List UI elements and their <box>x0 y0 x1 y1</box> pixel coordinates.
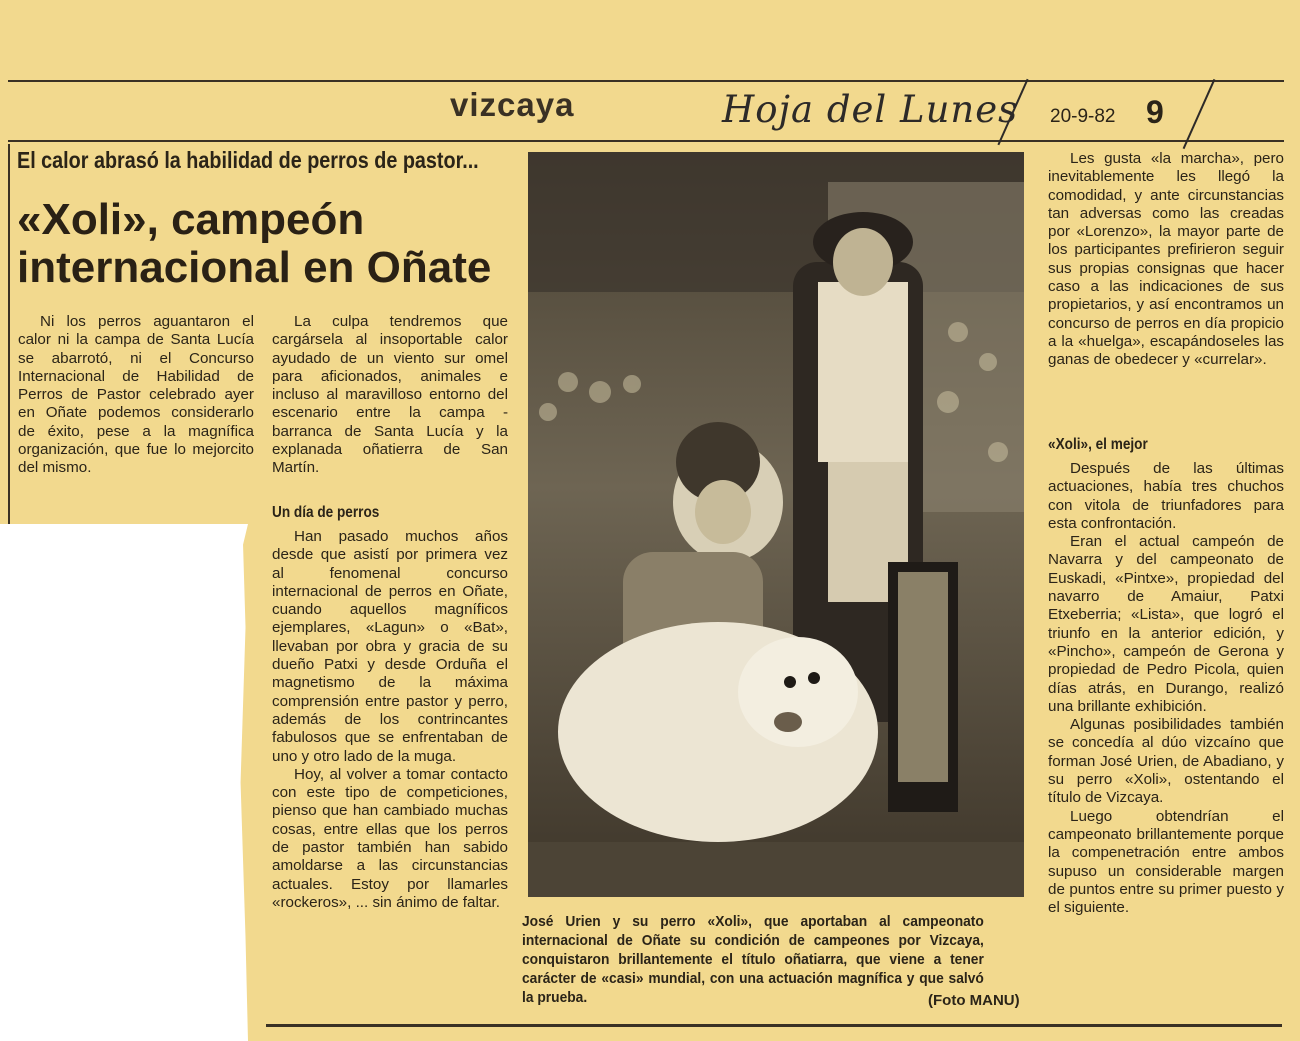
column-2-paragraph-3: Hoy, al volver a tomar contacto con este tipo de competiciones, pienso que han cambiado muchas cosas, entre ellas que los perros de pastor también han sabido amoldarse a las circunstancias actuales. Estoy por llamarles «rockeros», ... sin ánimo de faltar. <box>272 765 508 911</box>
column-2-paragraph-1: La culpa tendremos que cargársela al insoportable calor ayudado de un viento sur omel para aficionados, animales e incluso al maravilloso entorno del escenario entre la campa - barranca de Santa Lucía y la explanada oñatierra de San Martín. <box>272 313 508 477</box>
issue-date: 20-9-82 <box>1050 106 1116 127</box>
column-2-top <box>272 313 508 478</box>
column-2-paragraph-2: Han pasado muchos años desde que asistí por primera vez al fenomenal concurso internacional de perros en Oñate, cuando aquellos magníficos ejemplares, «Lagun» o «Bat», llevaban por obra y gracia de su dueño Patxi y desde Orduña el magnetismo de la máxima comprensión entre pastor y perro, además de los contrincantes fabulosos que se enfrentaban de uno y otro lado de la muga. <box>272 528 508 765</box>
handwritten-note: Hoja del Lunes <box>722 88 1019 131</box>
column-2-subheading: Un día de perros <box>272 504 380 521</box>
column-3-top <box>1048 150 1284 370</box>
page-number: 9 <box>1146 94 1164 130</box>
photo-caption: José Urien y su perro «Xoli», que aportaban al campeonato internacional de Oñate su condición de campeones por Vizcaya, conquistaron brillantemente el título oñatiarra, que viene a tener carácter de «casi» mundial, con una actuación magnífica y que salvó la prueba. <box>522 913 984 1006</box>
column-3-paragraph-1: Les gusta «la marcha», pero inevitablemente les llegó la comodidad, y ante circunstancias tan adversas como las creadas por «Lorenzo», la mayor parte de los participantes prefirieron seguir sus propias consignas que hacer caso a las indicaciones de sus propietarios, y así encontramos un concurso de perros en día propicio a la «huelga», escapándoseles las ganas de obedecer y «currelar». <box>1048 150 1284 369</box>
photo-illustration <box>528 152 1024 897</box>
article-headline <box>17 196 527 292</box>
handwritten-slash-2 <box>1183 79 1216 149</box>
top-rule <box>8 80 1284 82</box>
article-kicker: El calor abrasó la habilidad de perros de pastor... <box>17 147 479 173</box>
photo-credit: (Foto MANU) <box>928 992 1020 1009</box>
column-3-paragraph-4: Algunas posibilidades también se concedía al dúo vizcaíno que forman José Urien, de Abadiano, y su perro «Xoli», ostentando el título de Vizcaya. <box>1048 716 1284 807</box>
headline-line-2: internacional en Oñate <box>17 243 492 292</box>
column-3-paragraph-3: Eran el actual campeón de Navarra y del campeonato de Euskadi, «Pintxe», propiedad del navarro de Amaiur, Patxi Etxeberria; «Lista», que logró el triunfo en la anterior edición, y «Pincho», campeón de Gerona y propiedad de Pedro Picola, quien días atrás, en Durango, realizó una brillante exhibición. <box>1048 533 1284 715</box>
header-bottom-rule <box>8 140 1284 142</box>
column-3-paragraph-5: Luego obtendrían el campeonato brillantemente porque la compenetración entre ambos supuso un considerable margen de puntos entre su primer puesto y el siguiente. <box>1048 807 1284 917</box>
headline-line-1: «Xoli», campeón <box>17 195 365 244</box>
column-3-paragraph-2: Después de las últimas actuaciones, había tres chuchos con vitola de triunfadores para esta confrontación. <box>1048 460 1284 532</box>
bottom-rule <box>266 1024 1282 1027</box>
torn-corner <box>0 524 248 1041</box>
column-3-bottom <box>1048 460 1284 917</box>
column-2-bottom <box>272 528 508 912</box>
article-photo <box>528 152 1024 897</box>
kicker-left-rule <box>8 144 10 524</box>
column-1-text: Ni los perros aguantaron el calor ni la campa de Santa Lucía se abarrotó, ni el Concurso Internacional de Habilidad de Perros de Pastor celebrado ayer en Oñate podemos considerarlo de éxito, pese a la magnífica organización, que fue lo mejorcito del mismo. <box>18 313 254 477</box>
section-title: vizcaya <box>450 86 575 123</box>
column-1 <box>18 313 254 478</box>
column-3-subheading: «Xoli», el mejor <box>1048 436 1148 453</box>
